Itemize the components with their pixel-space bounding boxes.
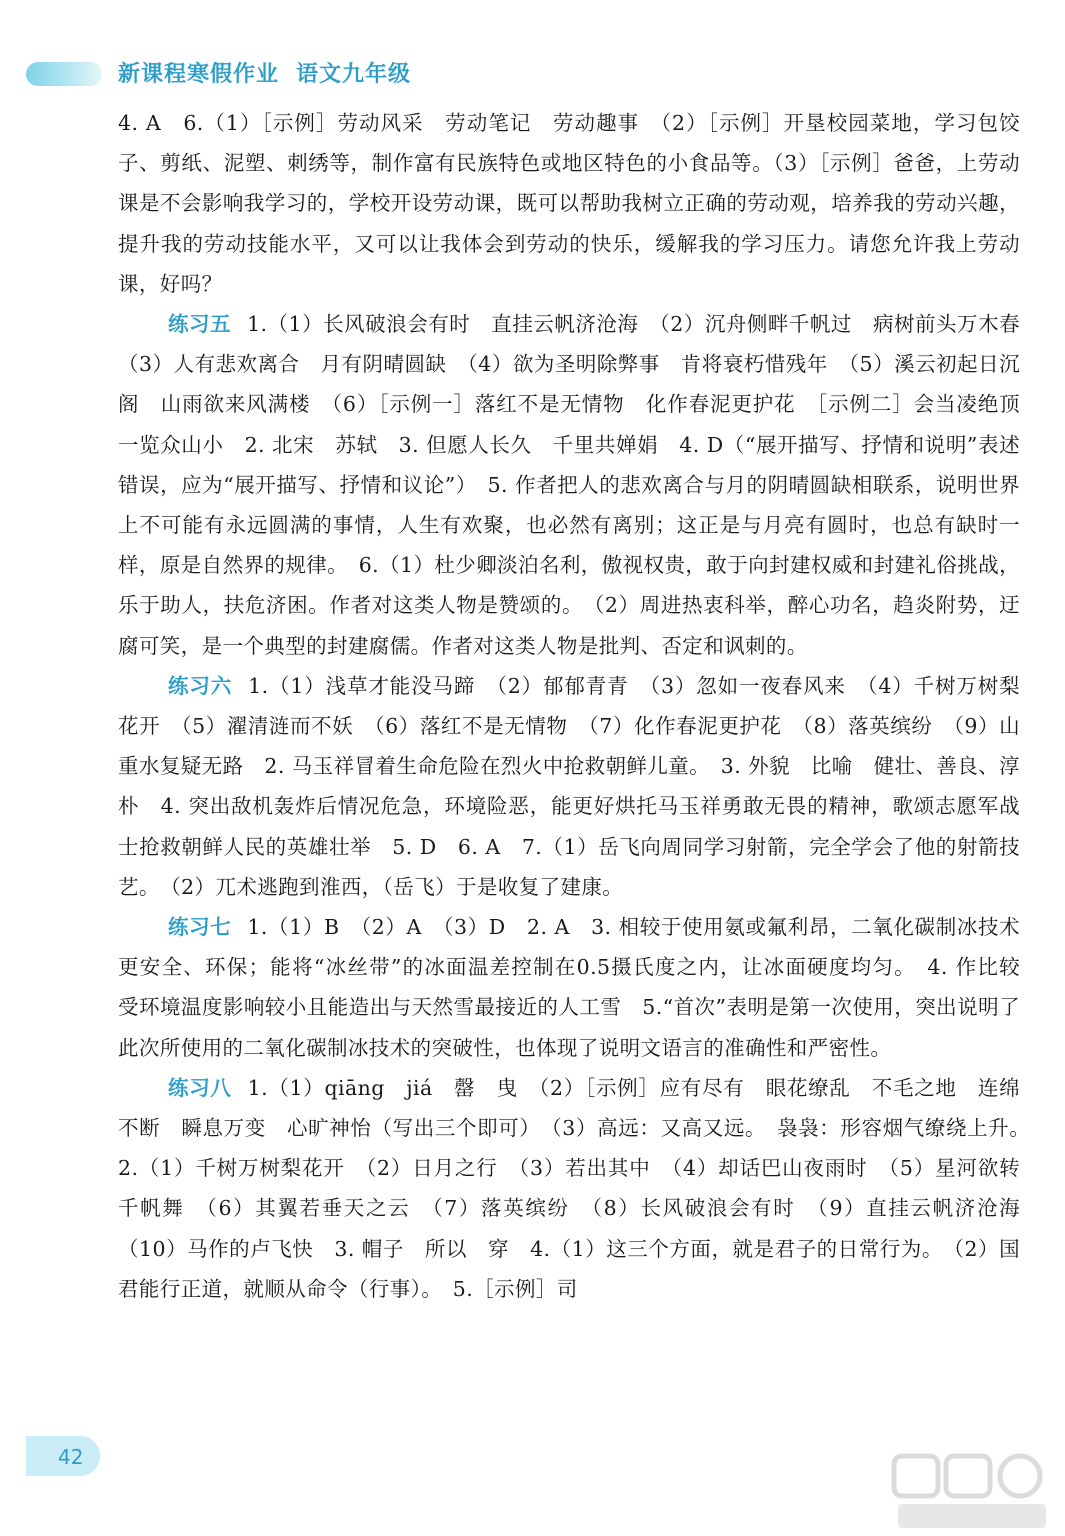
answer-text: 4. A 6.（1）［示例］劳动风采 劳动笔记 劳动趣事 （2）［示例］开垦校园菜地，学习包饺子、剪纸、泥塑、刺绣等，制作富有民族特色或地区特色的小食品等。（3）［示例］爸爸，上劳动课是不会影响我学习的，学校开设劳动课，既可以帮助我树立正确的劳动观，培养我的劳动兴趣，提升我的劳动技能水平，又可以让我体会到劳动的快乐，缓解我的学习压力。请您允许我上劳动课，好吗？ bbox=[118, 111, 1020, 296]
section-label: 练习五 bbox=[168, 312, 232, 337]
answer-text: 1.（1）浅草才能没马蹄 （2）郁郁青青 （3）忽如一夜春风来 （4）千树万树梨花开 （5）濯清涟而不妖 （6）落红不是无情物 （7）化作春泥更护花 （8）落英缤纷 （9）山重水复疑无路 2. 马玉祥冒着生命危险在烈火中抢救朝鲜儿童。 3. 外貌 比喻 健壮、善良、淳朴 4. 突出敌机轰炸后情况危急，环境险恶，能更好烘托马玉祥勇敢无畏的精神，歌颂志愿军战士抢救朝鲜人民的英雄壮举 5. D 6. A 7.（1）岳飞向周同学习射箭，完全学会了他的射箭技艺。 （2）兀术逃跑到淮西，（岳飞）于是收复了建康。 bbox=[118, 673, 1021, 899]
watermark-logo-icon bbox=[890, 1452, 1050, 1532]
section-label: 练习七 bbox=[168, 915, 232, 940]
page-header bbox=[0, 0, 1065, 110]
answer-block-exercise-6 bbox=[118, 666, 1020, 907]
answer-block-exercise-8 bbox=[118, 1068, 1041, 1309]
answer-block-intro bbox=[118, 103, 1020, 304]
section-label: 练习六 bbox=[168, 673, 233, 698]
header-decoration-bar bbox=[26, 62, 102, 86]
answer-block-exercise-7 bbox=[118, 907, 1041, 1068]
answer-text: 1.（1）B （2）A （3）D 2. A 3. 相较于使用氨或氟利昂，二氧化碳制冰技术更安全、环保；能将“冰丝带”的冰面温差控制在0.5摄氏度之内，让冰面硬度均匀。 4. 作比较 受环境温度影响较小且能造出与天然雪最接近的人工雪 5.“首次”表明是第一次使用，突出说明了此次所使用的二氧化碳制冰技术的突破性，也体现了说明文语言的准确性和严密性。 bbox=[118, 915, 1041, 1060]
book-subject: 语文九年级 bbox=[296, 62, 412, 87]
page-number: 42 bbox=[58, 1445, 84, 1469]
answer-text: 1.（1）qiāng jiá 罄 曳 （2）［示例］应有尽有 眼花缭乱 不毛之地 连绵不断 瞬息万变 心旷神怡（写出三个即可） （3）高远：又高又远。 袅袅：形容烟气缭绕上升。 2.（1）千树万树梨花开 （2）日月之行 （3）若出其中 （4）却话巴山夜雨时 （5）星河欲转千帆舞 （6）其翼若垂天之云 （7）落英缤纷 （8）长风破浪会有时 （9）直挂云帆济沧海 （10）马作的卢飞快 3. 帽子 所以 穿 4.（1）这三个方面，就是君子的日常行为。 （2）国君能行正道，就顺从命令（行事）。 5.［示例］司 bbox=[118, 1075, 1041, 1301]
answer-text: 1.（1）长风破浪会有时 直挂云帆济沧海 （2）沉舟侧畔千帆过 病树前头万木春 （3）人有悲欢离合 月有阴晴圆缺 （4）欲为圣明除弊事 肯将衰朽惜残年 （5）溪云初起日沉阁 山雨欲来风满楼 （6）［示例一］落红不是无情物 化作春泥更护花 ［示例二］会当凌绝顶 一览众山小 2. 北宋 苏轼 3. 但愿人长久 千里共婵娟 4. D（“展开描写、抒情和说明”表述错误，应为“展开描写、抒情和议论”） 5. 作者把人的悲欢离合与月的阴晴圆缺相联系，说明世界上不可能有永远圆满的事情，人生有欢聚，也必然有离别；这正是与月亮有圆时，也总有缺时一样，原是自然界的规律。 6.（1）杜少卿淡泊名利，傲视权贵，敢于向封建权威和封建礼俗挑战，乐于助人，扶危济困。作者对这类人物是赞颂的。 （2）周进热衷科举，醉心功名，趋炎附势，迂腐可笑，是一个典型的封建腐儒。作者对这类人物是批判、否定和讽刺的。 bbox=[118, 312, 1041, 658]
section-label: 练习八 bbox=[168, 1075, 232, 1100]
answer-content bbox=[118, 103, 1041, 1309]
answer-block-exercise-5 bbox=[118, 304, 1041, 666]
book-title: 新课程寒假作业 bbox=[118, 62, 280, 87]
